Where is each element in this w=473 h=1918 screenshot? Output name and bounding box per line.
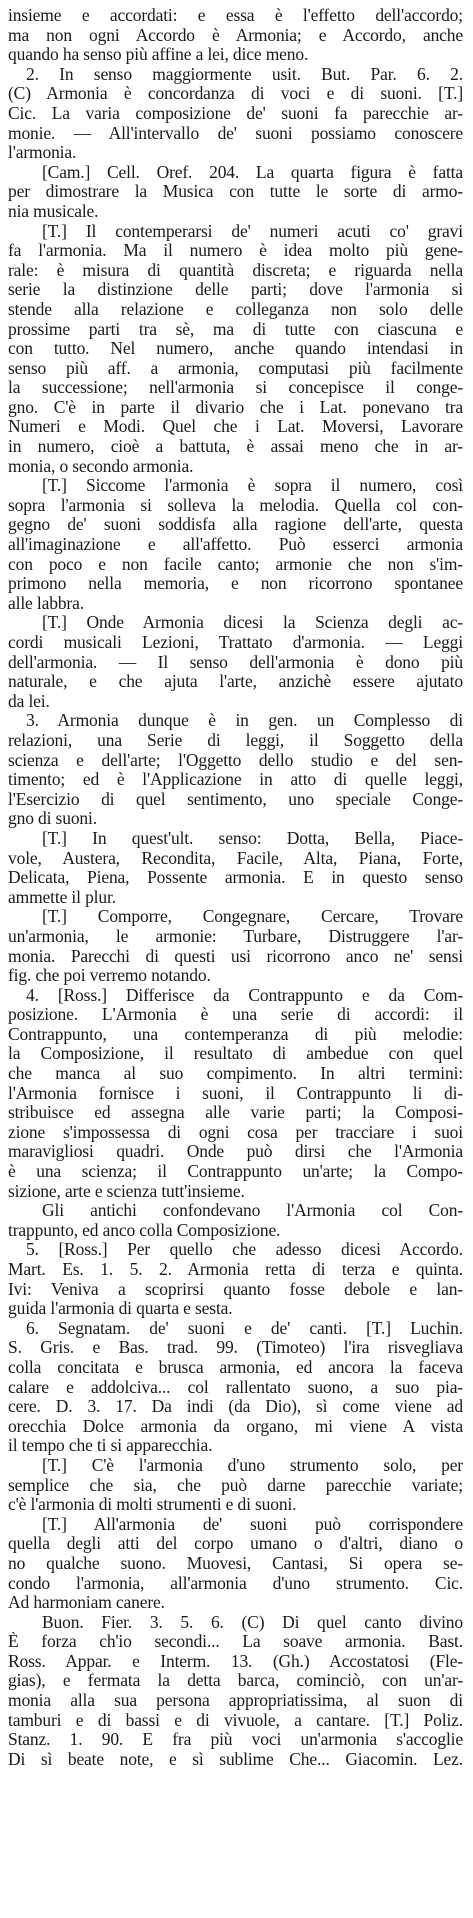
text-line: un'armonia, le armonie: Turbare, Distruggere l'ar-: [8, 926, 463, 946]
text-line: quando ha senso più affine a lei, dice meno.: [8, 45, 309, 65]
text-line: vole, Austera, Recondita, Facile, Alta, Piana, Forte,: [8, 848, 463, 868]
text-line: alle labbra.: [8, 593, 84, 613]
text-line: [T.] Siccome l'armonia è sopra il numero, così: [42, 476, 463, 496]
text-line: trappunto, ed anco colla Composizione.: [8, 1220, 281, 1240]
text-line: naturale, e che ajuta l'arte, anzichè essere ajutato: [8, 672, 463, 692]
text-line: 5. [Ross.] Per quello che adesso dicesi Accordo.: [26, 1240, 463, 1260]
text-line: primono nella memoria, e non ricorrono spontanee: [8, 574, 463, 594]
text-line: è una scienza; il Contrappunto un'arte; la Compo-: [8, 1162, 463, 1182]
text-line: calare e addolciva... col rallentato suono, a suo pia-: [8, 1377, 463, 1397]
text-line: prossime parti tra sè, ma di tutte con ciascuna e: [8, 319, 463, 339]
text-line: in numero, cioè a battuta, è assai meno che in ar-: [8, 437, 463, 457]
text-line: orecchia Dolce armonia da organo, mi viene A vista: [8, 1416, 463, 1436]
text-line: 4. [Ross.] Differisce da Contrappunto e da Com-: [26, 985, 463, 1005]
text-line: insieme e accordati: e essa è l'effetto dell'accordo;: [8, 6, 463, 25]
text-line: colla concitata e brusca armonia, ed ancora la faceva: [8, 1357, 463, 1377]
text-line: Ross. Appar. e Interm. 13. (Gh.) Accostatosi (Fle-: [8, 1651, 463, 1671]
text-line: fa l'armonia. Ma il numero è idea molto più gene-: [8, 241, 463, 261]
text-line: no qualche suono. Muovesi, Cantasi, Si opera se-: [8, 1553, 463, 1573]
text-line: (C) Armonia è concordanza di voci e di suoni. [T.]: [8, 84, 463, 104]
text-line: cere. D. 3. 17. Da indi (da Dio), sì come viene ad: [8, 1397, 463, 1417]
text-line: Buon. Fier. 3. 5. 6. (C) Di quel canto divino: [42, 1612, 463, 1632]
text-line: Mart. Es. 1. 5. 2. Armonia retta di terza e quinta.: [8, 1260, 463, 1279]
text-line: È forza ch'io secondi... La soave armonia. Bast.: [8, 1632, 463, 1652]
text-line: S. Gris. e Bas. trad. 99. (Timoteo) l'ira risvegliava: [8, 1338, 463, 1358]
text-line: da lei.: [8, 691, 50, 711]
text-line: l'armonia.: [8, 143, 77, 163]
text-line: gno. C'è in parte il divario che i Lat. ponevano tra: [8, 397, 463, 417]
text-line: all'imaginazione e all'affetto. Può esserci armonia: [8, 535, 463, 555]
text-line: Numeri e Modi. Quel che i Lat. Moversi, Lavorare: [8, 417, 463, 437]
text-line: Cic. La varia composizione de' suoni fa parecchie ar-: [8, 103, 463, 123]
text-line: Ad harmoniam canere.: [8, 1593, 165, 1613]
text-line: 3. Armonia dunque è in gen. un Complesso di: [26, 711, 463, 731]
text-line: Di sì beate note, e sì sublime Che... Giacomin. Lez.: [8, 1749, 463, 1769]
text-line: il tempo che ti si apparecchia.: [8, 1436, 213, 1456]
text-line: relazioni, una Serie di leggi, il Soggetto della: [8, 730, 463, 750]
text-line: che manca al suo compimento. In altri termini:: [8, 1064, 463, 1084]
text-line: Stanz. 1. 90. E fra più voci un'armonia s'accoglie: [8, 1730, 463, 1750]
text-line: tamburi e di bassi e di vivuole, a cantare. [T.] Poliz.: [8, 1710, 463, 1730]
text-line: senso più aff. a armonia, computasi più facilmente: [8, 358, 463, 378]
text-line: [T.] Comporre, Congegnare, Cercare, Trovare: [42, 907, 463, 927]
text-line: gias), e fermata la detta barca, cominciò, con un'ar-: [8, 1671, 463, 1691]
text-line: ma non ogni Accordo è Armonia; e Accordo, anche: [8, 25, 463, 45]
text-line: maravigliosi quadri. Onde può dirsi che l'Armonia: [8, 1142, 463, 1162]
text-line: per dimostrare la Musica con tutte le sorte di armo-: [8, 182, 463, 202]
text-line: timento; ed è l'Applicazione in atto di quelle leggi,: [8, 770, 463, 790]
text-line: Ivi: Veniva a scoprirsi quanto fosse debole e lan-: [8, 1279, 463, 1299]
text-line: stribuisce ed assegna alle varie parti; la Composi-: [8, 1103, 463, 1123]
text-line: dell'armonia. — Il senso dell'armonia è dono più: [8, 652, 463, 672]
text-line: fig. che poi verremo notando.: [8, 966, 211, 986]
text-line: posizione. L'Armonia è una serie di accordi: il: [8, 1005, 463, 1025]
text-line: Contrappunto, una contemperanza di più melodie:: [8, 1024, 463, 1044]
text-line: monie. — All'intervallo de' suoni possiamo conoscere: [8, 123, 463, 143]
text-line: [T.] Il contemperarsi de' numeri acuti co' gravi: [42, 221, 463, 241]
text-line: [T.] In quest'ult. senso: Dotta, Bella, Piace-: [42, 828, 463, 848]
text-line: la Composizione, il resultato di ambedue con quel: [8, 1044, 463, 1064]
text-line: la successione; nell'armonia si concepisce il conge-: [8, 378, 463, 398]
text-line: [Cam.] Cell. Oref. 204. La quarta figura è fatta: [42, 162, 463, 182]
text-line: monia alla sua persona appropriatissima, al suon di: [8, 1691, 463, 1711]
text-line: gno di suoni.: [8, 809, 97, 829]
text-line: l'Armonia fornisce i suoni, il Contrappunto li di-: [8, 1083, 463, 1103]
text-line: [T.] C'è l'armonia d'uno strumento solo, per: [42, 1455, 463, 1475]
text-line: cordi musicali Lezioni, Trattato d'armonia. — Leggi: [8, 633, 463, 652]
text-line: sizione, arte e scienza tutt'insieme.: [8, 1181, 245, 1201]
text-line: l'Esercizio di quel sentimento, uno speciale Conge-: [8, 789, 463, 809]
text-line: scienza e dell'arte; l'Oggetto dello studio e del sen-: [8, 750, 463, 770]
text-line: zione s'impossessa di ogni cosa per tracciare i suoi: [8, 1122, 463, 1142]
text-line: quella degli atti del corpo umano o d'altri, diano o: [8, 1534, 463, 1554]
text-line: con poco e non facile canto; armonie che non s'im-: [8, 554, 463, 574]
text-line: nia musicale.: [8, 201, 99, 221]
text-line: [T.] All'armonia de' suoni può corrispondere: [42, 1514, 463, 1534]
text-line: con tutto. Nel numero, anche quando intendasi in: [8, 339, 463, 359]
text-line: stende alla relazione e colleganza non solo delle: [8, 299, 463, 319]
text-line: ammette il plur.: [8, 887, 116, 907]
text-line: [T.] Onde Armonia dicesi la Scienza degli ac-: [42, 613, 463, 633]
text-line: 6. Segnatam. de' suoni e de' canti. [T.] Luchin.: [26, 1318, 463, 1338]
text-line: 2. In senso maggiormente usit. But. Par. 6. 2.: [26, 64, 463, 84]
text-line: monia. Parecchi di questi usi ricorrono anco ne' sensi: [8, 946, 463, 966]
text-line: monia, o secondo armonia.: [8, 456, 194, 476]
text-line: guida l'armonia di quarta e sesta.: [8, 1299, 233, 1319]
text-line: semplice che sia, che può darne parecchie variate;: [8, 1475, 463, 1495]
text-line: condo l'armonia, all'armonia d'uno strumento. Cic.: [8, 1573, 463, 1593]
text-line: serie la distinzione delle parti; dove l'armonia si: [8, 280, 463, 300]
text-line: rale: è misura di quantità discreta; e riguarda nella: [8, 260, 463, 280]
text-line: sopra l'armonia si solleva la melodia. Quella col con-: [8, 495, 463, 515]
text-line: Delicata, Piena, Possente armonia. E in questo senso: [8, 868, 463, 888]
text-line: Gli antichi confondevano l'Armonia col Con-: [42, 1201, 463, 1221]
text-line: c'è l'armonia di molti strumenti e di suoni.: [8, 1495, 297, 1515]
text-line: gegno de' suoni soddisfa alla ragione dell'arte, questa: [8, 515, 463, 535]
